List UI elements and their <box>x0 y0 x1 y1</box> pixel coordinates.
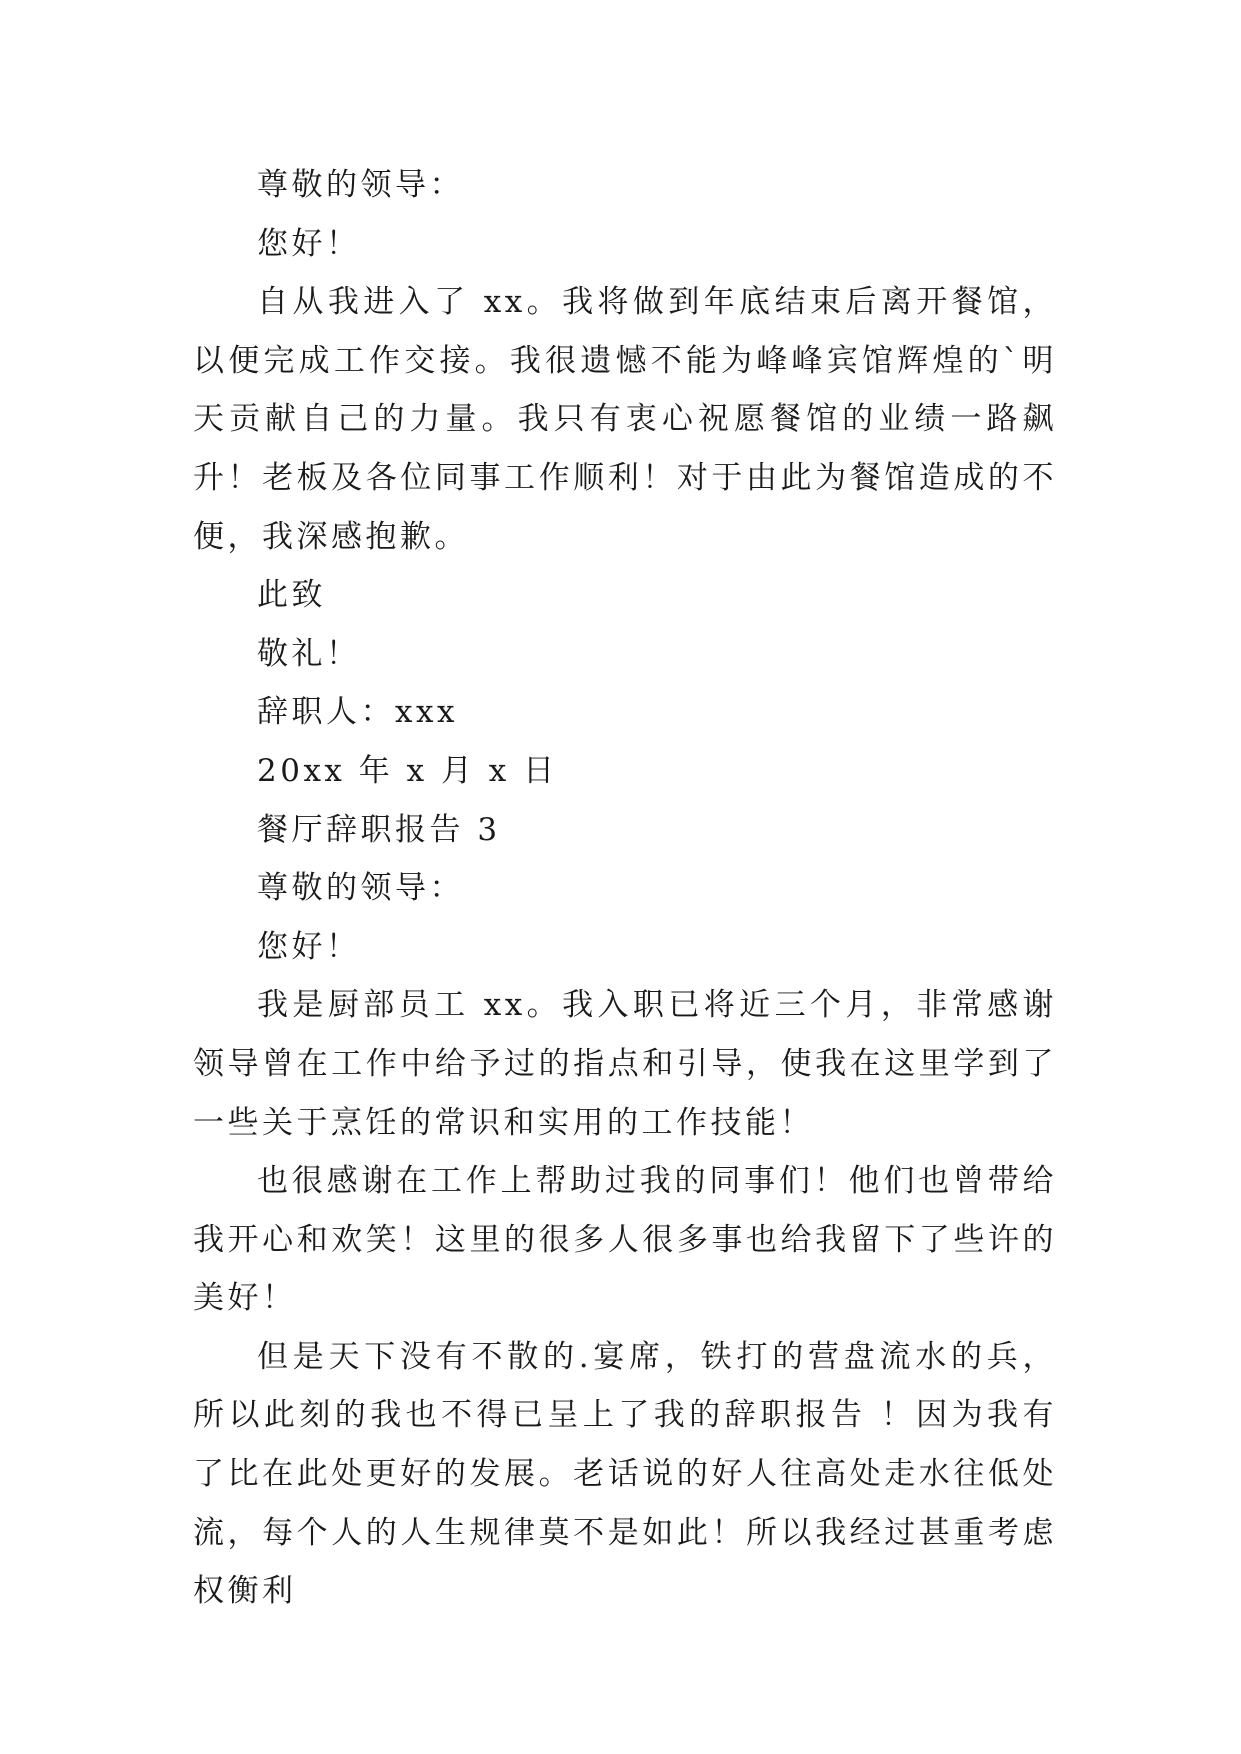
document-body <box>193 156 1057 1621</box>
salutation: 尊敬的领导： <box>257 870 464 907</box>
body-paragraph: 我是厨部员工 xx。我入职已将近三个月，非常感谢领导曾在工作中给予过的指点和引导，使我在这里学到了一些关于烹饪的常识和实用的工作技能！ <box>193 987 1057 1141</box>
body-paragraph: 但是天下没有不散的.宴席，铁打的营盘流水的兵，所以此刻的我也不得已呈上了我的辞职报告 ！因为我有了比在此处更好的发展。老话说的好人往高处走水往低处流，每个人的人生规律莫不是如此！所以我经过甚重考虑权衡利 <box>193 1338 1057 1610</box>
greeting: 您好！ <box>257 225 361 262</box>
greeting: 您好！ <box>257 928 361 965</box>
section-title: 餐厅辞职报告 3 <box>257 811 501 848</box>
salutation: 尊敬的领导： <box>257 167 464 203</box>
signature-line: 辞职人：xxx <box>257 694 458 731</box>
closing-line: 此致 <box>257 577 326 614</box>
body-paragraph: 也很感谢在工作上帮助过我的同事们！他们也曾带给我开心和欢笑！这里的很多人很多事也给我留下了些许的美好！ <box>193 1163 1057 1317</box>
closing-regards: 敬礼！ <box>257 635 361 672</box>
body-paragraph: 自从我进入了 xx。我将做到年底结束后离开餐馆，以便完成工作交接。我很遗憾不能为峰峰宾馆辉煌的`明天贡献自己的力量。我只有衷心祝愿餐馆的业绩一路飙升！老板及各位同事工作顺利！对于由此为餐馆造成的不便，我深感抱歉。 <box>193 284 1057 555</box>
date-line: 20xx 年 x 月 x 日 <box>257 752 558 789</box>
